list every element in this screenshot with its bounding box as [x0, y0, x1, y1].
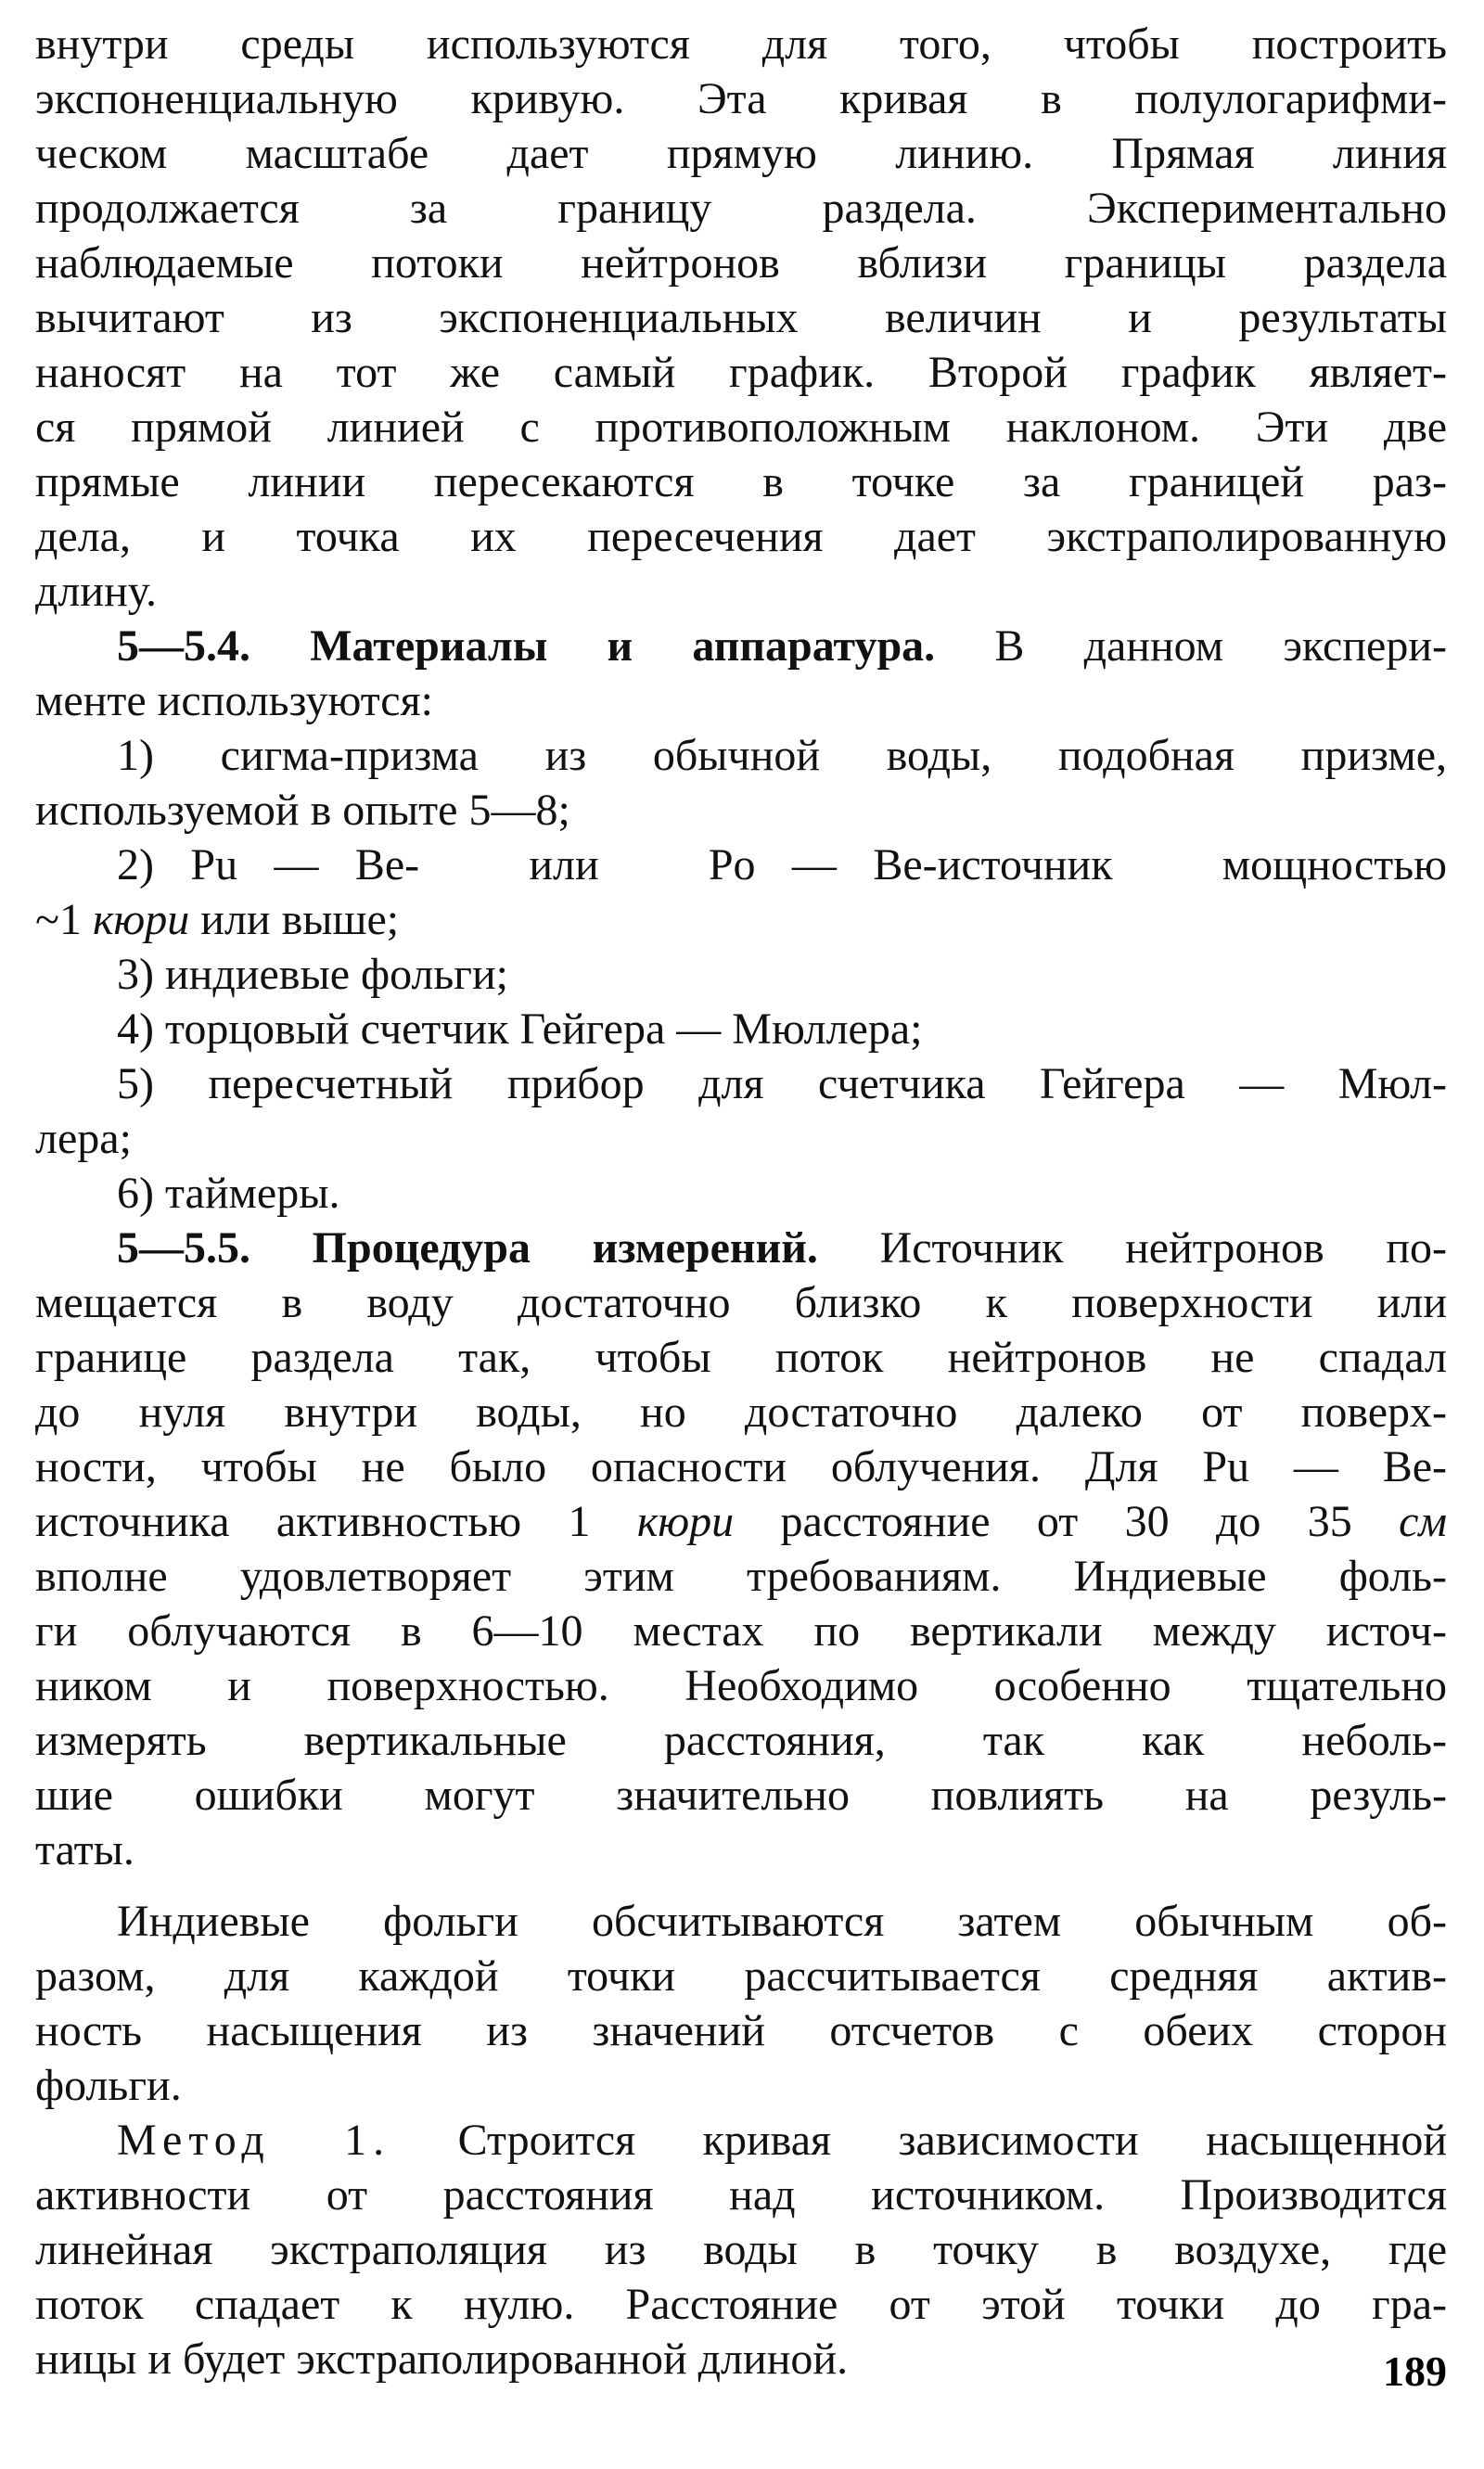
text-line: дела, и точка их пересечения дает экстраполированную: [35, 512, 1447, 561]
list-item: 5) пересчетный прибор для счетчика Гейгера — Мюл-: [117, 1059, 1447, 1108]
text-line: прямые линии пересекаются в точке за границей раз-: [35, 457, 1447, 506]
text-line: внутри среды используются для того, чтобы построить: [35, 19, 1447, 69]
text-line: до нуля внутри воды, но достаточно далеко от поверх-: [35, 1388, 1447, 1437]
list-item-continuation: используемой в опыте 5—8;: [35, 786, 570, 835]
page-number: 189: [1383, 2347, 1447, 2395]
text-line: длину.: [35, 567, 157, 616]
text-fragment: ~1: [35, 895, 82, 944]
section-number: 5—5.4.: [117, 621, 250, 671]
text-line: ником и поверхностью. Необходимо особенно тщательно: [35, 1661, 1447, 1710]
section-heading-line: [35, 1221, 1447, 1275]
text-line: ницы и будет экстраполированной длиной.: [35, 2335, 849, 2384]
text-line: границе раздела так, чтобы поток нейтронов не спадал: [35, 1333, 1447, 1382]
text-line: фольги.: [35, 2061, 182, 2110]
section-title: Процедура измерений.: [312, 1223, 818, 1273]
method-1-paragraph: [35, 2113, 1447, 2386]
text-line: продолжается за границу раздела. Экспериментально: [35, 184, 1447, 233]
text-line: мещается в воду достаточно близко к поверхности или: [35, 1278, 1447, 1327]
method-label: Метод 1.: [117, 2116, 391, 2165]
unit-text: кюри: [92, 895, 190, 944]
text-line: линейная экстраполяция из воды в точку в воздухе, где: [35, 2225, 1447, 2274]
text-fragment: расстояние от 30 до 35: [780, 1497, 1352, 1546]
section-title: Материалы и аппаратура.: [310, 621, 936, 671]
unit-text: см: [1399, 1497, 1448, 1546]
list-item: 2) Pu — Be- или Po — Be-источник мощностью: [117, 840, 1447, 889]
text-line: [35, 2113, 1447, 2168]
text-fragment: или выше;: [200, 895, 400, 944]
text-line: активности от расстояния над источником. Производится: [35, 2170, 1447, 2220]
list-item: 6) таймеры.: [117, 1169, 340, 1218]
list-item-continuation: [35, 892, 1447, 947]
text-fragment: Источник нейтронов по-: [879, 1223, 1448, 1273]
text-line: Индиевые фольги обсчитываются затем обычным об-: [117, 1897, 1447, 1946]
text-line: экспоненциальную кривую. Эта кривая в полулогарифми-: [35, 74, 1447, 123]
unit-text: кюри: [636, 1497, 735, 1546]
text-fragment: Строится кривая зависимости насыщенной: [457, 2116, 1448, 2165]
text-line: менте используются:: [35, 676, 433, 725]
text-line: ся прямой линией с противоположным наклоном. Эти две: [35, 403, 1447, 452]
text-line: вполне удовлетворяет этим требованиям. Индиевые фоль-: [35, 1552, 1447, 1601]
text-line: [35, 1494, 1447, 1549]
text-line: разом, для каждой точки рассчитывается средняя актив-: [35, 1951, 1447, 2001]
section-heading-line: [35, 619, 1447, 673]
section-5-5-4: [35, 619, 1447, 728]
text-line: ческом масштабе дает прямую линию. Прямая линия: [35, 129, 1447, 178]
text-line: ность насыщения из значений отсчетов с обеих сторон: [35, 2006, 1447, 2055]
section-number: 5—5.5.: [117, 1223, 250, 1273]
foils-paragraph: [35, 1894, 1447, 2113]
materials-list: [35, 728, 1447, 1221]
text-fragment: источника активностью 1: [35, 1497, 591, 1546]
paragraph-gap: [35, 1877, 1447, 1894]
section-5-5-5: [35, 1221, 1447, 1877]
list-item: 3) индиевые фольги;: [117, 950, 509, 999]
text-line: таты.: [35, 1825, 134, 1874]
text-line: вычитают из экспоненциальных величин и результаты: [35, 293, 1447, 342]
list-item: 4) торцовый счетчик Гейгера — Мюллера;: [117, 1004, 923, 1054]
text-line: ги облучаются в 6—10 местах по вертикали между источ-: [35, 1606, 1447, 1656]
intro-paragraph: [35, 17, 1447, 619]
text-line: ности, чтобы не было опасности облучения. Для Pu — Be-: [35, 1442, 1447, 1491]
text-line: наблюдаемые потоки нейтронов вблизи границы раздела: [35, 238, 1447, 288]
text-fragment: В данном экспери-: [994, 621, 1448, 671]
text-line: измерять вертикальные расстояния, так как неболь-: [35, 1716, 1447, 1765]
text-line: шие ошибки могут значительно повлиять на резуль-: [35, 1771, 1447, 1820]
text-line: поток спадает к нулю. Расстояние от этой точки до гра-: [35, 2280, 1447, 2329]
list-item: 1) сигма-призма из обычной воды, подобная призме,: [117, 731, 1447, 780]
list-item-continuation: лера;: [35, 1114, 132, 1163]
text-line: наносят на тот же самый график. Второй график являет-: [35, 348, 1447, 397]
